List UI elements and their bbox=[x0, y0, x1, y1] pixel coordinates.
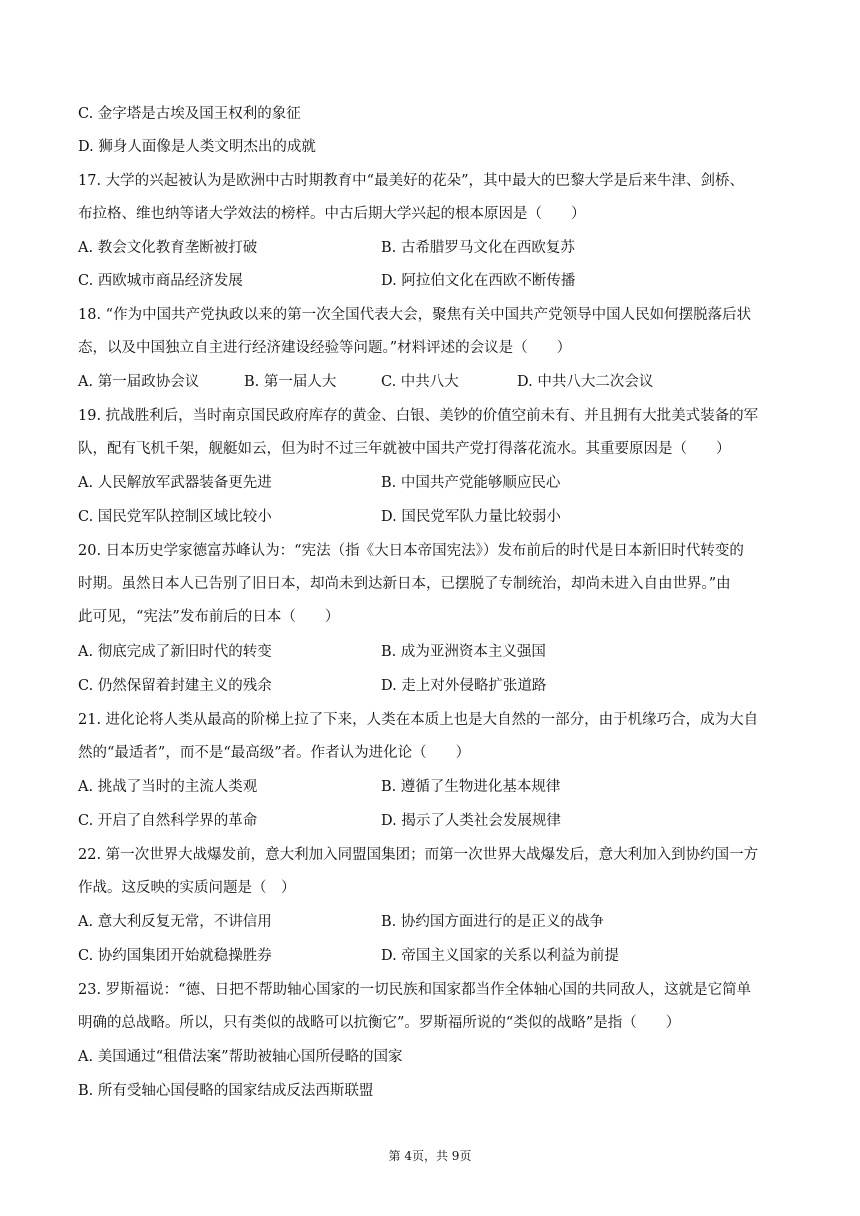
q18-option-b: B. 第一届人大 bbox=[244, 374, 337, 390]
q23-stem-line1: 23. 罗斯福说：“德、日把不帮助轴心国家的一切民族和国家都当作全体轴心国的共同敌人，这就是它简单 bbox=[78, 982, 752, 998]
q19-option-b: B. 中国共产党能够顺应民心 bbox=[381, 475, 561, 491]
q19-option-a: A. 人民解放军武器装备更先进 bbox=[78, 475, 272, 491]
q20-stem-line2: 时期。虽然日本人已告别了旧日本，却尚未到达新日本，已摆脱了专制统治，却尚未进入自由世界。”由 bbox=[78, 576, 731, 592]
q17-option-a: A. 教会文化教育垄断被打破 bbox=[78, 240, 258, 256]
q23-stem-line2: 明确的总战略。所以，只有类似的战略可以抗衡它”。罗斯福所说的“类似的战略”是指（ ） bbox=[78, 1015, 681, 1031]
q18-option-d: D. 中共八大二次会议 bbox=[517, 374, 654, 390]
q18-stem-line2: 态，以及中国独立自主进行经济建设经验等问题。”材料评述的会议是（ ） bbox=[78, 340, 572, 356]
q17-option-d: D. 阿拉伯文化在西欧不断传播 bbox=[381, 273, 576, 289]
q16-option-d: D. 狮身人面像是人类文明杰出的成就 bbox=[78, 139, 316, 155]
q22-stem-line2: 作战。这反映的实质问题是（ ） bbox=[78, 880, 296, 896]
q23-option-b: B. 所有受轴心国侵略的国家结成反法西斯联盟 bbox=[78, 1083, 374, 1099]
q19-option-d: D. 国民党军队力量比较弱小 bbox=[381, 509, 561, 525]
q21-stem-line2: 然的“最适者”，而不是“最高级”者。作者认为进化论（ ） bbox=[78, 745, 471, 761]
q17-stem-line1: 17. 大学的兴起被认为是欧洲中古时期教育中“最美好的花朵”，其中最大的巴黎大学是后来牛津、剑桥、 bbox=[78, 173, 744, 189]
q21-option-b: B. 遵循了生物进化基本规律 bbox=[381, 779, 561, 795]
q19-option-c: C. 国民党军队控制区域比较小 bbox=[78, 509, 272, 525]
q22-stem-line1: 22. 第一次世界大战爆发前，意大利加入同盟国集团；而第一次世界大战爆发后，意大利加入到协约国一方 bbox=[78, 847, 759, 863]
q22-option-b: B. 协约国方面进行的是正义的战争 bbox=[381, 914, 604, 930]
q17-stem-line2: 布拉格、维也纳等诸大学效法的榜样。中古后期大学兴起的根本原因是（ ） bbox=[78, 206, 586, 222]
q16-option-c: C. 金字塔是古埃及国王权利的象征 bbox=[78, 106, 301, 122]
q20-stem-line1: 20. 日本历史学家德富苏峰认为：“宪法（指《大日本帝国宪法》）发布前后的时代是日本新旧时代转变的 bbox=[78, 543, 744, 559]
q19-stem-line1: 19. 抗战胜利后，当时南京国民政府库存的黄金、白银、美钞的价值空前未有、并且拥有大批美式装备的军 bbox=[78, 408, 759, 424]
q22-option-c: C. 协约国集团开始就稳操胜券 bbox=[78, 948, 272, 964]
q18-option-a: A. 第一届政协会议 bbox=[78, 374, 200, 390]
q17-option-b: B. 古希腊罗马文化在西欧复苏 bbox=[381, 240, 575, 256]
q20-option-a: A. 彻底完成了新旧时代的转变 bbox=[78, 644, 272, 660]
q20-option-d: D. 走上对外侵略扩张道路 bbox=[381, 678, 547, 694]
q22-option-d: D. 帝国主义国家的关系以利益为前提 bbox=[381, 948, 619, 964]
q20-stem-line3: 此可见，“宪法”发布前后的日本（ ） bbox=[78, 609, 340, 625]
q22-option-a: A. 意大利反复无常，不讲信用 bbox=[78, 914, 272, 930]
q19-stem-line2: 队，配有飞机千架，舰艇如云，但为时不过三年就被中国共产党打得落花流水。其重要原因是（ ） bbox=[78, 441, 731, 457]
q17-option-c: C. 西欧城市商品经济发展 bbox=[78, 273, 243, 289]
q21-stem-line1: 21. 进化论将人类从最高的阶梯上拉了下来，人类在本质上也是大自然的一部分，由于机缘巧合，成为大自 bbox=[78, 712, 759, 728]
q18-stem-line1: 18. “作为中国共产党执政以来的第一次全国代表大会，聚焦有关中国共产党领导中国人民如何摆脱落后状 bbox=[78, 307, 752, 323]
page-number: 第 4页，共 9页 bbox=[388, 1149, 472, 1163]
q21-option-d: D. 揭示了人类社会发展规律 bbox=[381, 813, 561, 829]
q21-option-c: C. 开启了自然科学界的革命 bbox=[78, 813, 258, 829]
q21-option-a: A. 挑战了当时的主流人类观 bbox=[78, 779, 258, 795]
q18-option-c: C. 中共八大 bbox=[381, 374, 459, 390]
q20-option-c: C. 仍然保留着封建主义的残余 bbox=[78, 678, 272, 694]
q23-option-a: A. 美国通过“租借法案”帮助被轴心国所侵略的国家 bbox=[78, 1049, 403, 1065]
q20-option-b: B. 成为亚洲资本主义强国 bbox=[381, 644, 546, 660]
